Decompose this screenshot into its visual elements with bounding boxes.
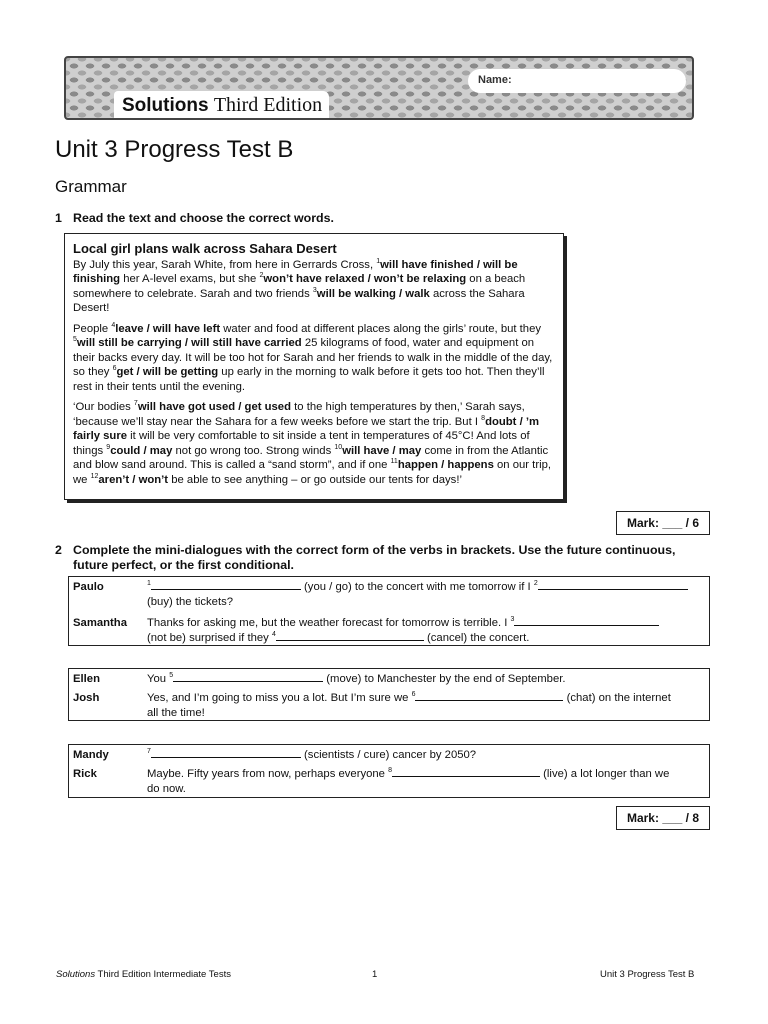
q1-text: Read the text and choose the correct words.: [73, 211, 334, 225]
page-title: Unit 3 Progress Test B: [55, 136, 294, 163]
name-label: Name:: [478, 74, 512, 86]
speaker-mandy: Mandy: [73, 749, 109, 761]
speaker-josh: Josh: [73, 692, 100, 704]
dialogue-2-line-a: You $^5$ (move) to Manchester by the end of September.: [147, 672, 566, 685]
answer-blank-1[interactable]: [151, 580, 301, 590]
footer-right: Unit 3 Progress Test B: [600, 969, 695, 980]
logo-box: [114, 91, 329, 120]
speaker-rick: Rick: [73, 768, 97, 780]
section-heading: Grammar: [55, 177, 127, 196]
answer-blank-4[interactable]: [276, 631, 424, 641]
dialogue-2-line-b: Yes, and I’m going to miss you a lot. But I’m sure we $^6$ (chat) on the internet all the time!: [147, 691, 671, 719]
reading-passage: [64, 233, 564, 500]
q2-text-1: Complete the mini-dialogues with the correct form of the verbs in brackets. Use the future continuous,: [73, 543, 676, 557]
logo: [122, 94, 322, 117]
dialogue-box-2: [68, 668, 710, 721]
dialogue-3-line-a: $^7$ (scientists / cure) cancer by 2050?: [147, 748, 477, 761]
answer-blank-8[interactable]: [392, 767, 540, 777]
answer-blank-2[interactable]: [538, 580, 688, 590]
dialogue-1-line-a: $^1$ (you / go) to the concert with me tomorrow if I $^2$ (buy) the tickets?: [147, 580, 703, 609]
passage-paragraph-1: By July this year, Sarah White, from here in Gerrards Cross, $^1$will have finished / will be finishing her A-level exams, but she $^2$won’t have relaxed / won’t be relaxing on a beach somewhere to celebrate. Sarah and two friends $^3$will be walking / walk across the Sahara Desert!: [73, 257, 526, 314]
speaker-paulo: Paulo: [73, 581, 104, 593]
footer-left-rest: Third Edition Intermediate Tests: [95, 969, 231, 980]
q1-number: 1: [55, 211, 62, 225]
dialogue-box-1: [68, 576, 710, 646]
answer-blank-7[interactable]: [151, 748, 301, 758]
page-number: 1: [372, 969, 378, 980]
footer-left-italic: Solutions: [56, 969, 96, 980]
speaker-samantha: Samantha: [73, 617, 127, 629]
q2-number: 2: [55, 543, 62, 557]
answer-blank-6[interactable]: [415, 691, 563, 701]
q2-instruction: [55, 543, 735, 573]
logo-bold: Solutions: [122, 95, 209, 116]
answer-blank-3[interactable]: [514, 616, 659, 626]
q2-mark-box[interactable]: Mark: ___ / 8: [616, 806, 710, 830]
speaker-ellen: Ellen: [73, 673, 100, 685]
q2-text-2: future perfect, or the first conditional.: [73, 558, 294, 572]
q1-mark-box[interactable]: Mark: ___ / 6: [616, 511, 710, 535]
dialogue-3-line-b: Maybe. Fifty years from now, perhaps everyone $^8$ (live) a lot longer than we do now.: [147, 767, 670, 795]
passage-paragraph-2: People $^4$leave / will have left water and food at different places along the girls’ route, but they $^5$will still be carrying / will still have carried 25 kilograms of food, water and equipment on their backs every day. It will be too hot for Sarah and her friends to walk in the middle of the day, so they $^6$get / will be getting up early in the morning to walk before it gets too hot. Then they’ll rest in their tents until the evening.: [73, 321, 553, 393]
q1-instruction: [55, 211, 334, 225]
dialogue-box-3: [68, 744, 710, 798]
passage-paragraph-3: ‘Our bodies $^7$will have got used / get used to the high temperatures by then,’ Sarah says, ‘because we’ll stay near the Sahara for a few weeks before we start the trip. But I $^8$doubt / ’m fairly sure it will be very comfortable to sit inside a tent in temperatures of 45°C! And lots of things $^9$could / may not go wrong too. Strong winds $^{10}$will have / may come in from the Atlantic and blow sand around. This is called a “sand storm”, and if one $^{11}$happen / happens on our trip, we $^{12}$aren’t / won’t be able to see anything – or go outside our tents for days!’: [73, 400, 552, 486]
footer-left: [56, 969, 231, 980]
header-banner: [64, 56, 694, 120]
answer-blank-5[interactable]: [173, 672, 323, 682]
dialogue-1-line-b: Thanks for asking me, but the weather forecast for tomorrow is terrible. I $^3$ (not be) surprised if they $^4$ (cancel) the concert.: [147, 616, 703, 645]
logo-rest: Third Edition: [213, 94, 323, 116]
passage-title: Local girl plans walk across Sahara Desert: [73, 241, 337, 256]
name-field[interactable]: [468, 69, 686, 93]
